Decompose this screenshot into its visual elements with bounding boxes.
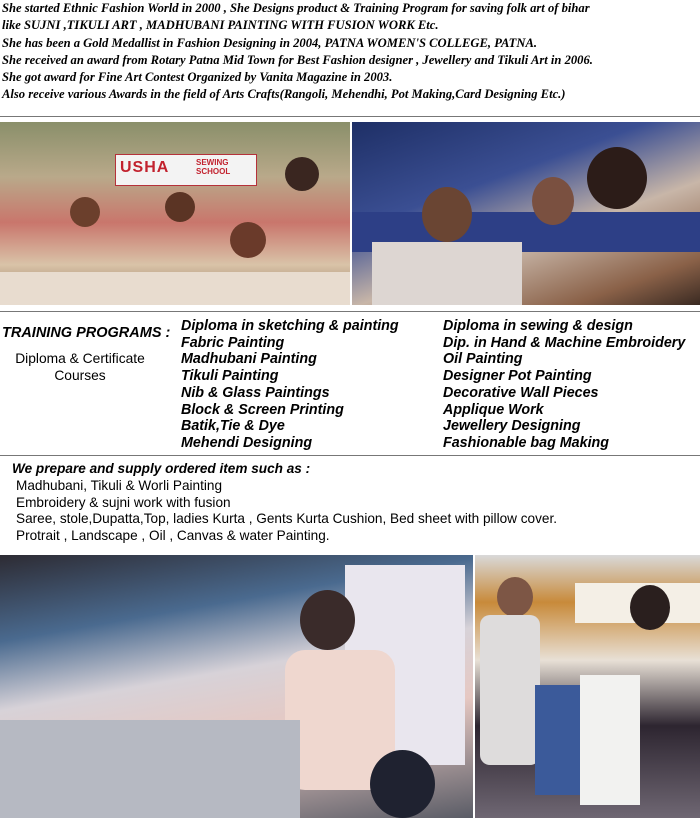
intro-line: like SUJNI ,TIKULI ART , MADHUBANI PAINTING WITH FUSION WORK Etc.: [2, 18, 439, 33]
photo-sewing-school-group: [0, 122, 350, 305]
person-shape: [300, 590, 355, 650]
training-title: TRAINING PROGRAMS :: [2, 325, 171, 341]
supply-item: Saree, stole,Dupatta,Top, ladies Kurta , Gents Kurta Cushion, Bed sheet with pillow cover.: [16, 511, 558, 527]
certificate: [580, 675, 640, 805]
list-item: Madhubani Painting: [181, 351, 317, 368]
usha-banner: [115, 154, 257, 186]
divider: [0, 311, 700, 312]
training-subtitle: Diploma & Certificate Courses: [15, 351, 145, 383]
divider: [0, 116, 700, 117]
person-shape: [165, 192, 195, 222]
list-item: Fashionable bag Making: [443, 434, 610, 451]
list-item: Oil Painting: [443, 351, 523, 368]
photo-exhibition-stall: [0, 555, 473, 818]
supply-item: Embroidery & sujni work with fusion: [16, 494, 231, 510]
photo-rotary-award: [475, 555, 700, 818]
list-item: Batik,Tie & Dye: [181, 418, 285, 435]
training-list-a: [181, 318, 399, 452]
intro-line: She has been a Gold Medallist in Fashion Designing in 2004, PATNA WOMEN'S COLLEGE, PATNA.: [2, 35, 537, 50]
person-shape: [370, 750, 435, 818]
list-item: Diploma in sketching & painting: [181, 318, 399, 334]
supply-item: Protrait , Landscape , Oil , Canvas & water Painting.: [16, 528, 330, 544]
photo-award-ceremony: [352, 122, 700, 305]
list-item: Jewellery Designing: [443, 418, 581, 435]
supply-heading: We prepare and supply ordered item such as :: [12, 461, 311, 476]
list-item: Diploma in sewing & design: [443, 318, 633, 334]
person-shape: [480, 615, 540, 765]
list-item: Dip. in Hand & Machine Embroidery: [443, 334, 686, 351]
intro-line: She started Ethnic Fashion World in 2000 , She Designs product & Training Program for saving folk art of bihar: [2, 1, 590, 15]
intro-line: She got award for Fine Art Contest Organized by Vanita Magazine in 2003.: [2, 70, 393, 85]
list-item: Tikuli Painting: [181, 368, 279, 385]
intro-line: Also receive various Awards in the field of Arts Crafts(Rangoli, Mehendhi, Pot Making,Card Designing Etc.): [2, 87, 566, 102]
person-shape: [587, 147, 647, 209]
list-item: Applique Work: [443, 401, 544, 418]
banner-subtext: SEWING SCHOOL: [196, 158, 231, 176]
list-item: Nib & Glass Paintings: [181, 384, 330, 401]
person-shape: [285, 157, 319, 191]
list-item: Designer Pot Painting: [443, 368, 592, 385]
clothing-shape: [372, 242, 522, 305]
person-shape: [497, 577, 533, 617]
person-shape: [630, 585, 670, 630]
training-list-b: [443, 318, 685, 452]
supply-section: [12, 461, 557, 545]
list-item: Mehendi Designing: [181, 434, 313, 451]
display-table: [0, 720, 300, 818]
list-item: Fabric Painting: [181, 334, 285, 351]
person-shape: [422, 187, 472, 242]
banner-text: USHA: [120, 159, 170, 176]
supply-item: Madhubani, Tikuli & Worli Painting: [16, 477, 223, 493]
intro-line: She received an award from Rotary Patna Mid Town for Best Fashion designer , Jewellery and Tikuli Art in 2006.: [2, 52, 593, 67]
person-shape: [230, 222, 266, 258]
person-shape: [532, 177, 574, 225]
list-item: Decorative Wall Pieces: [443, 384, 599, 401]
divider: [0, 455, 700, 456]
table-surface: [0, 272, 350, 305]
list-item: Block & Screen Printing: [181, 401, 344, 418]
person-shape: [70, 197, 100, 227]
intro-text: [2, 0, 700, 104]
